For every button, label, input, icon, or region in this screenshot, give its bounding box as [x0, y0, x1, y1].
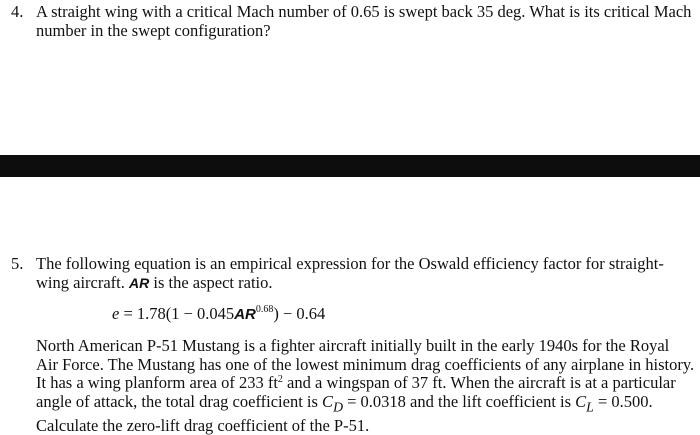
- aspect-ratio-symbol: AR: [129, 275, 150, 291]
- equation-lhs: e: [112, 304, 120, 323]
- problem-line: number in the swept configuration?: [36, 21, 271, 40]
- problem-line: [36, 273, 676, 293]
- paragraph-line: [36, 374, 696, 393]
- drag-coefficient-symbol: C: [322, 391, 334, 411]
- drag-coefficient-subscript: D: [333, 399, 343, 415]
- equation-exponent: 0.68: [255, 304, 274, 315]
- problem-paragraph: [36, 337, 696, 435]
- line-text: = 0.0318 and the lift coefficient is: [343, 391, 576, 411]
- problem-line: A straight wing with a critical Mach number of 0.65 is swept back 35 deg. What is its critical Mach: [36, 2, 692, 21]
- problem-line: The following equation is an empirical expression for the Oswald efficiency factor for straight-: [36, 254, 664, 273]
- equation-ar: AR: [234, 306, 256, 323]
- line-text: = 0.500.: [593, 391, 653, 411]
- equation-part: ) − 0.64: [273, 304, 326, 323]
- line-text: angle of attack, the total drag coefficient is: [36, 391, 323, 411]
- oswald-equation: [112, 304, 325, 324]
- paragraph-line: [36, 393, 696, 417]
- lift-coefficient-subscript: L: [586, 399, 594, 415]
- lift-coefficient-symbol: C: [575, 391, 587, 411]
- squared-superscript: 2: [277, 374, 283, 386]
- problem-text: [36, 254, 676, 293]
- equation-part: = 1.78(1 − 0.045: [119, 304, 235, 323]
- line-text: and a wingspan of 37 ft. When the aircraft is at a particular: [282, 373, 676, 393]
- problem-number: 4.: [11, 2, 24, 21]
- paragraph-line: Air Force. The Mustang has one of the lowest minimum drag coefficients of any airplane in history.: [36, 354, 695, 374]
- problem-text: [36, 2, 691, 40]
- line-text: is the aspect ratio.: [153, 273, 273, 292]
- line-text: wing aircraft.: [36, 273, 125, 292]
- problem-number: 5.: [11, 254, 24, 273]
- paragraph-line: Calculate the zero-lift drag coefficient of the P-51.: [36, 415, 370, 435]
- redaction-bar: [0, 155, 700, 177]
- paragraph-line: North American P-51 Mustang is a fighter aircraft initially built in the early 1940s for the Royal: [36, 336, 670, 355]
- line-text: It has a wing planform area of 233 ft: [36, 373, 278, 393]
